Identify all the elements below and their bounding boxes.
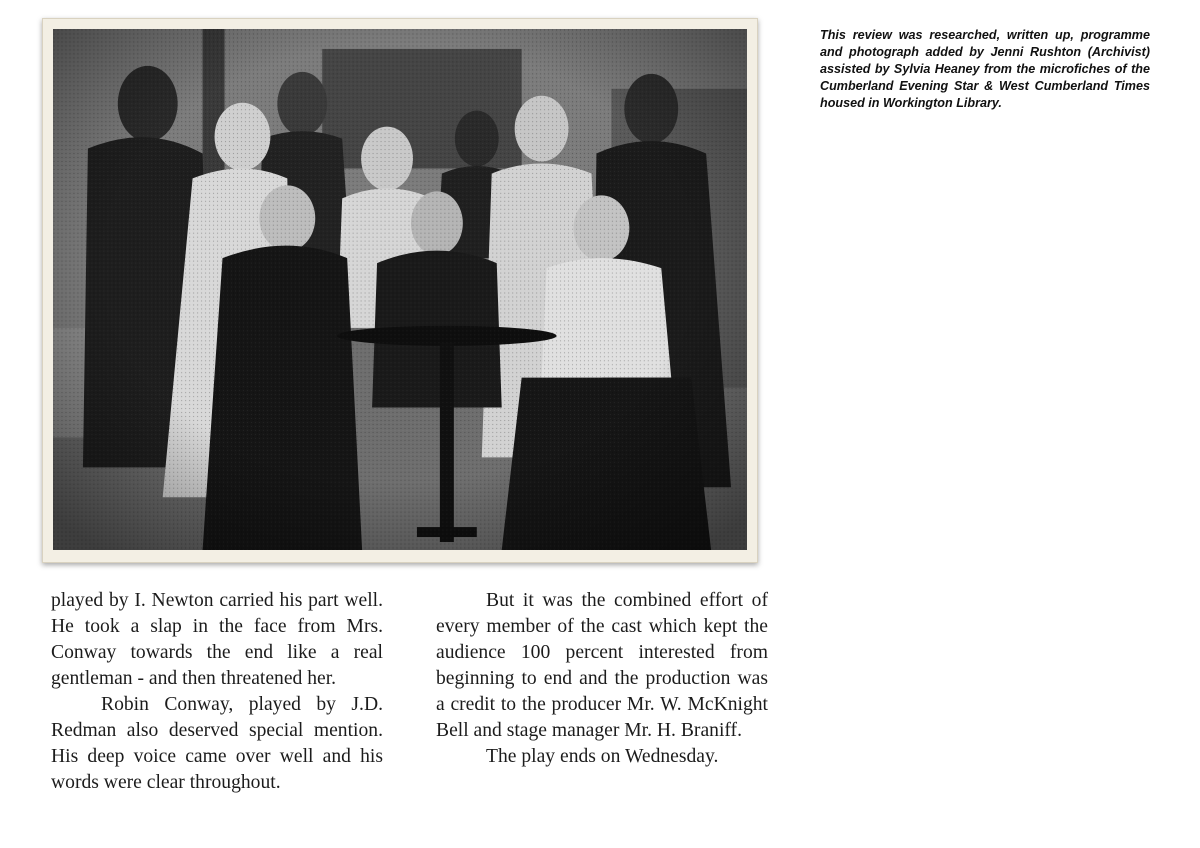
research-credit-note: This review was researched, written up, programme and photograph added by Jenni Rushton (Archivist) assisted by Sylvia Heaney from the microfiches of the Cumberland Evening Star & West Cumberland Times housed in Workington Library. [820, 28, 1150, 110]
article-paragraph: played by I. Newton carried his part well. He took a slap in the face from Mrs. Conway towards the end like a real gentleman - and then threatened her. [51, 590, 383, 689]
cast-photograph-drawing [53, 29, 747, 550]
cast-photograph [53, 29, 747, 550]
article-paragraph: Robin Conway, played by J.D. Redman also deserved special mention. His deep voice came over well and his words were clear throughout. [51, 694, 383, 793]
article-paragraph: But it was the combined effort of every member of the cast which kept the audience 100 percent interested from beginning to end and the production was a credit to the producer Mr. W. McKnight Bell and stage manager Mr. H. Braniff. [436, 590, 768, 741]
article-column-right [436, 588, 768, 770]
article-column-left [51, 588, 383, 796]
article-paragraph: The play ends on Wednesday. [486, 746, 719, 767]
photo-frame [42, 18, 758, 563]
